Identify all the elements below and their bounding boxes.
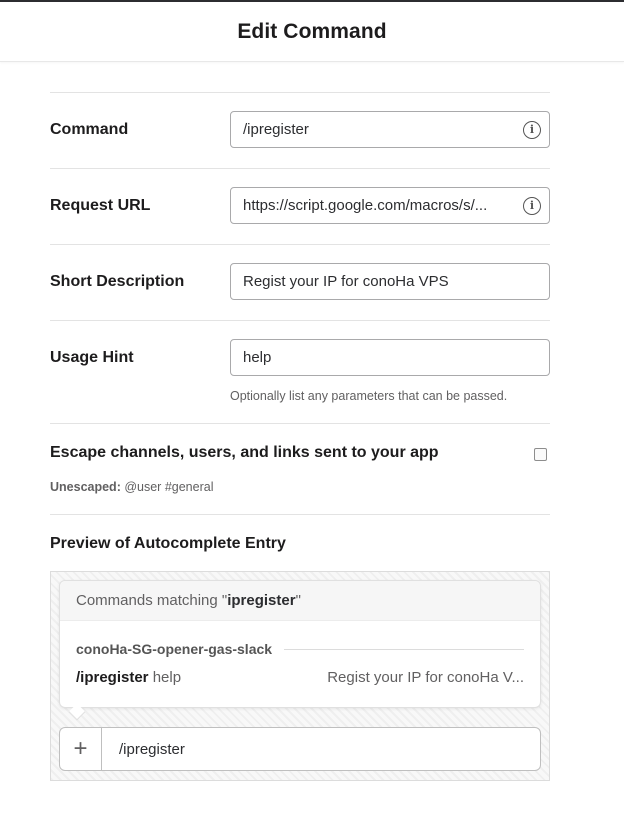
request-url-label: Request URL	[50, 197, 151, 214]
edit-command-form	[50, 92, 550, 781]
short-description-row	[50, 245, 550, 320]
escape-checkbox[interactable]	[534, 448, 547, 461]
message-input[interactable]	[59, 727, 541, 771]
escape-status	[50, 480, 550, 494]
app-name: conoHa-SG-opener-gas-slack	[76, 641, 273, 657]
command-description: Regist your IP for conoHa V...	[327, 669, 524, 686]
autocomplete-item[interactable]	[60, 669, 540, 686]
autocomplete-command	[76, 669, 181, 686]
page-header	[0, 2, 624, 62]
escape-status-label: Unescaped:	[50, 480, 121, 494]
short-description-input[interactable]	[230, 263, 550, 300]
request-url-value: https://script.google.com/macros/s/...	[243, 197, 488, 214]
command-hint: help	[152, 669, 182, 686]
info-icon[interactable]: i	[523, 121, 541, 139]
request-url-input[interactable]	[230, 187, 550, 224]
usage-hint-row	[50, 321, 550, 423]
escape-example: @user #general	[124, 480, 214, 494]
message-text: /ipregister	[119, 740, 185, 758]
plus-icon[interactable]: +	[60, 728, 102, 770]
page-title: Edit Command	[237, 19, 387, 43]
usage-hint-help: Optionally list any parameters that can be passed.	[230, 389, 508, 403]
request-url-row	[50, 169, 550, 244]
matching-term: ipregister	[227, 592, 296, 609]
usage-hint-label: Usage Hint	[50, 349, 134, 366]
short-description-value: Regist your IP for conoHa VPS	[243, 273, 449, 290]
autocomplete-header	[60, 581, 540, 621]
escape-row	[50, 424, 550, 514]
command-name: /ipregister	[76, 669, 149, 686]
matching-suffix: "	[295, 592, 301, 609]
command-row	[50, 93, 550, 168]
divider	[50, 514, 550, 515]
command-value: /ipregister	[243, 121, 309, 138]
info-icon[interactable]: i	[523, 197, 541, 215]
command-label: Command	[50, 121, 129, 138]
divider	[284, 649, 524, 650]
command-input[interactable]	[230, 111, 550, 148]
escape-label: Escape channels, users, and links sent to your app	[50, 444, 439, 461]
usage-hint-value: help	[243, 349, 272, 366]
preview-title: Preview of Autocomplete Entry	[50, 535, 286, 552]
usage-hint-input[interactable]	[230, 339, 550, 376]
short-description-label: Short Description	[50, 273, 185, 290]
autocomplete-card	[59, 580, 541, 708]
autocomplete-preview	[50, 571, 550, 781]
matching-prefix: Commands matching "	[76, 592, 228, 609]
autocomplete-app-group	[60, 641, 540, 657]
